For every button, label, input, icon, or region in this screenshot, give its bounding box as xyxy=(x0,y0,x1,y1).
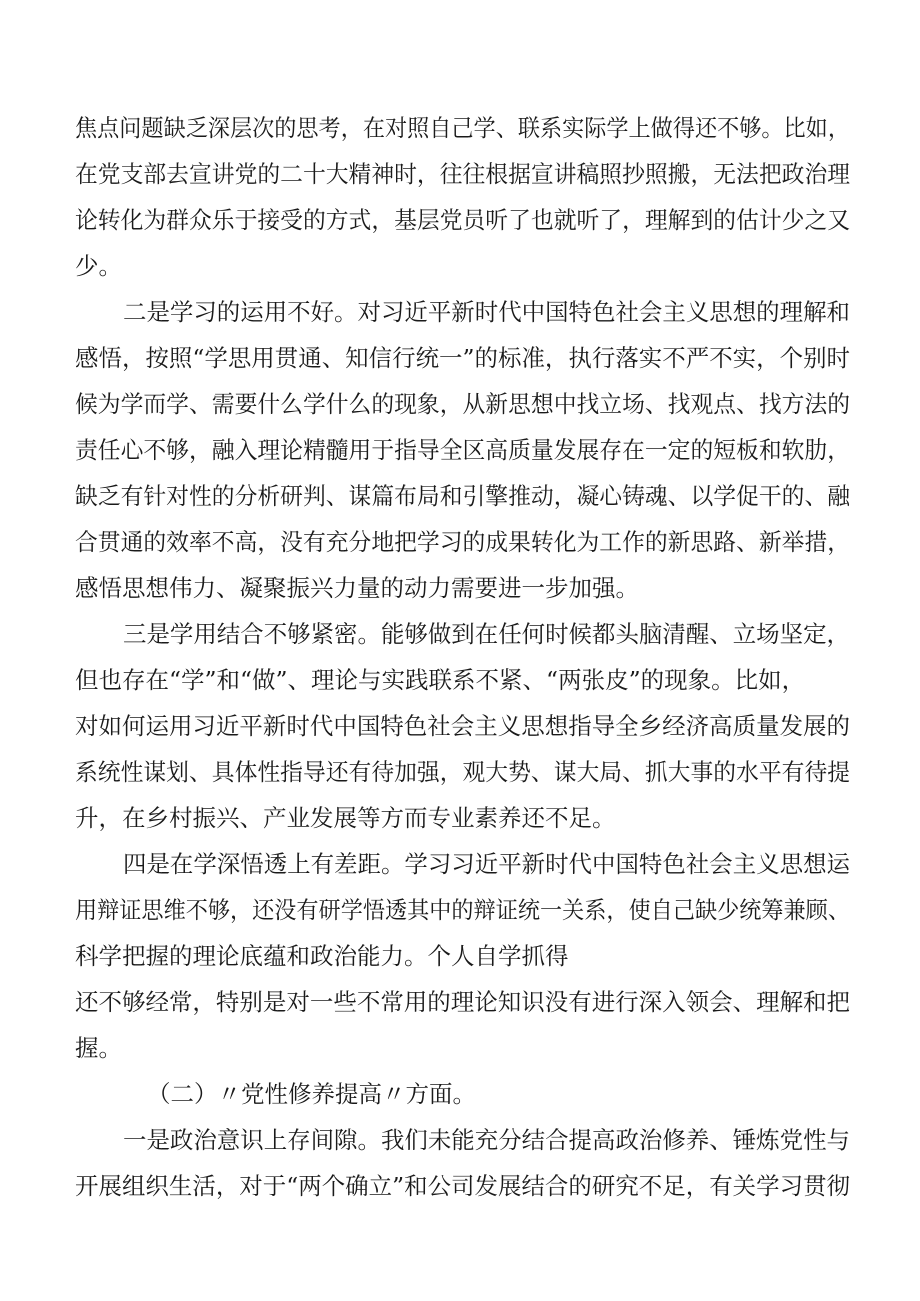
text-line: 论转化为群众乐于接受的方式，基层党员听了也就听了，理解到的估计少之又 xyxy=(75,206,851,234)
text-line: 焦点问题缺乏深层次的思考，在对照自己学、联系实际学上做得还不够。比如， xyxy=(75,114,850,142)
text-line: 系统性谋划、具体性指导还有待加强，观大势、谋大局、抓大事的水平有待提 xyxy=(75,758,851,786)
paragraph-first-line: 二是学习的运用不好。对习近平新时代中国特色社会主义思想的理解和 xyxy=(123,298,850,326)
text-line: 握。 xyxy=(75,1034,122,1062)
text-line: 合贯通的效率不高，没有充分地把学习的成果转化为工作的新思路、新举措， xyxy=(75,528,851,556)
text-line: 升，在乡村振兴、产业发展等方而专业素养还不足。 xyxy=(75,804,616,832)
text-line: 科学把握的理论底蕴和政治能力。个人自学抓得 xyxy=(75,942,569,970)
text-line: 用辩证思维不够，还没有研学悟透其中的辩证统一关系，使自己缺少统筹兼顾、 xyxy=(75,896,850,924)
text-line: 在党支部去宣讲党的二十大精神时，往往根据宣讲稿照抄照搬，无法把政治理 xyxy=(75,160,851,188)
text-line: 感悟，按照“学思用贯通、知信行统一”的标准，执行落实不严不实，个别时 xyxy=(75,344,851,372)
text-line: 对如何运用习近平新时代中国特色社会主义思想指导全乡经济高质量发展的 xyxy=(75,712,851,740)
text-line: 还不够经常，特别是对一些不常用的理论知识没有进行深入领会、理解和把 xyxy=(75,988,851,1016)
paragraph-first-line: 四是在学深悟透上有差距。学习习近平新时代中国特色社会主义思想运 xyxy=(123,850,850,878)
text-line: 候为学而学、需要什么学什么的现象，从新思想中找立场、找观点、找方法的 xyxy=(75,390,851,418)
section-heading: （二）〃党性修养提高〃方面。 xyxy=(147,1080,476,1108)
text-line: 缺乏有针对性的分析研判、谋篇布局和引擎推动，凝心铸魂、以学促干的、融 xyxy=(75,482,851,510)
paragraph-first-line: 一是政治意识上存间隙。我们未能充分结合提高政治修养、锤炼党性与 xyxy=(123,1126,850,1154)
text-line: 但也存在“学”和“做”、理论与实践联系不紧、“两张皮”的现象。比如， xyxy=(75,666,806,694)
text-line: 少。 xyxy=(75,252,122,280)
text-line: 感悟思想伟力、凝聚振兴力量的动力需要进一步加强。 xyxy=(75,574,639,602)
paragraph-first-line: 三是学用结合不够紧密。能够做到在任何时候都头脑清醒、立场坚定， xyxy=(123,620,850,648)
text-line: 开展组织生活，对于“两个确立”和公司发展结合的研究不足，有关学习贯彻 xyxy=(75,1172,851,1200)
text-line: 责任心不够，融入理论精髓用于指导全区高质量发展存在一定的短板和软肋， xyxy=(75,436,851,464)
